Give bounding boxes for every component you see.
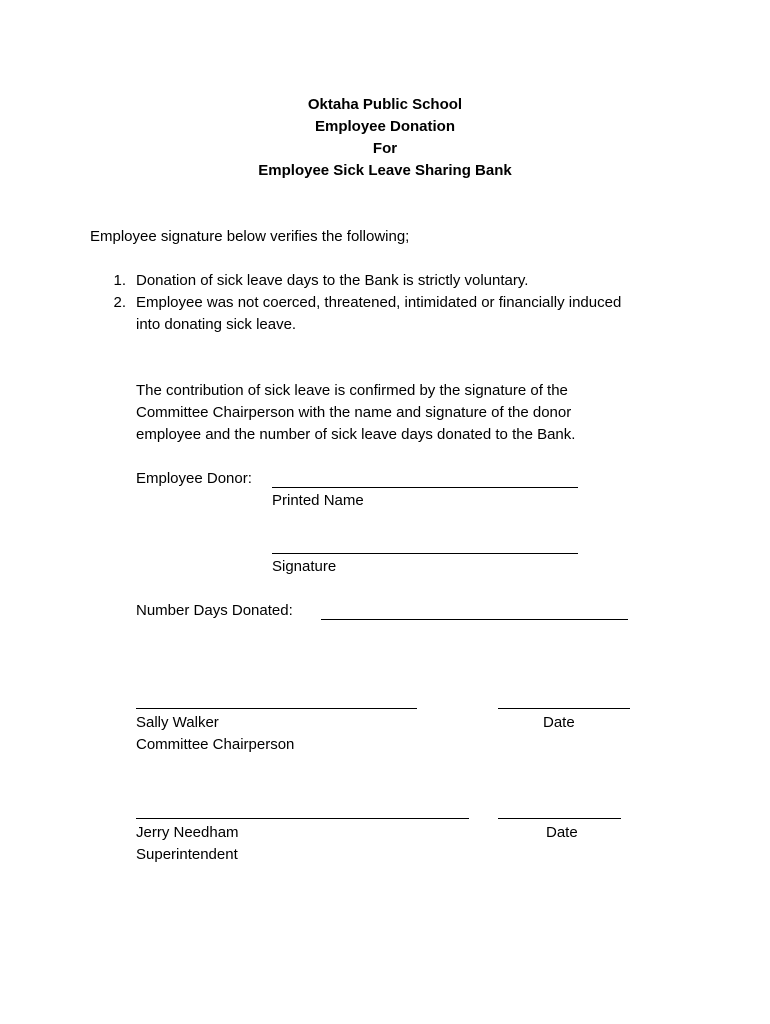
donor-label: Employee Donor: [136,470,252,487]
days-donated-line[interactable] [321,619,628,620]
superintendent-date-caption: Date [546,824,578,841]
chairperson-signature-line[interactable] [136,708,417,709]
days-donated-label: Number Days Donated: [136,602,293,619]
signature-caption: Signature [272,558,337,575]
chairperson-name: Sally Walker [136,714,219,731]
list-item-2-line-2: into donating sick leave. [136,316,297,333]
list-number-1: 1. [113,272,126,289]
paragraph-line-3: employee and the number of sick leave days donated to the Bank. [136,426,576,443]
donor-signature-line[interactable] [272,553,578,554]
donor-printed-name-line[interactable] [272,487,578,488]
superintendent-date-line[interactable] [498,818,621,819]
printed-name-caption: Printed Name [272,492,364,509]
school-title: Oktaha Public School [307,96,463,113]
superintendent-role: Superintendent [136,846,238,863]
list-item-2-line-1: Employee was not coerced, threatened, intimidated or financially induced [136,294,622,311]
intro-text: Employee signature below verifies the following; [90,228,410,245]
form-title-line-4: Employee Sick Leave Sharing Bank [258,162,512,179]
list-item-1-line-1: Donation of sick leave days to the Bank is strictly voluntary. [136,272,529,289]
superintendent-name: Jerry Needham [136,824,239,841]
paragraph-line-2: Committee Chairperson with the name and signature of the donor [136,404,572,421]
list-number-2: 2. [113,294,126,311]
paragraph-line-1: The contribution of sick leave is confirmed by the signature of the [136,382,568,399]
chairperson-date-caption: Date [543,714,575,731]
chairperson-date-line[interactable] [498,708,630,709]
form-title-line-2: Employee Donation [314,118,456,135]
chairperson-role: Committee Chairperson [136,736,295,753]
superintendent-signature-line[interactable] [136,818,469,819]
form-title-line-3: For [372,140,398,157]
